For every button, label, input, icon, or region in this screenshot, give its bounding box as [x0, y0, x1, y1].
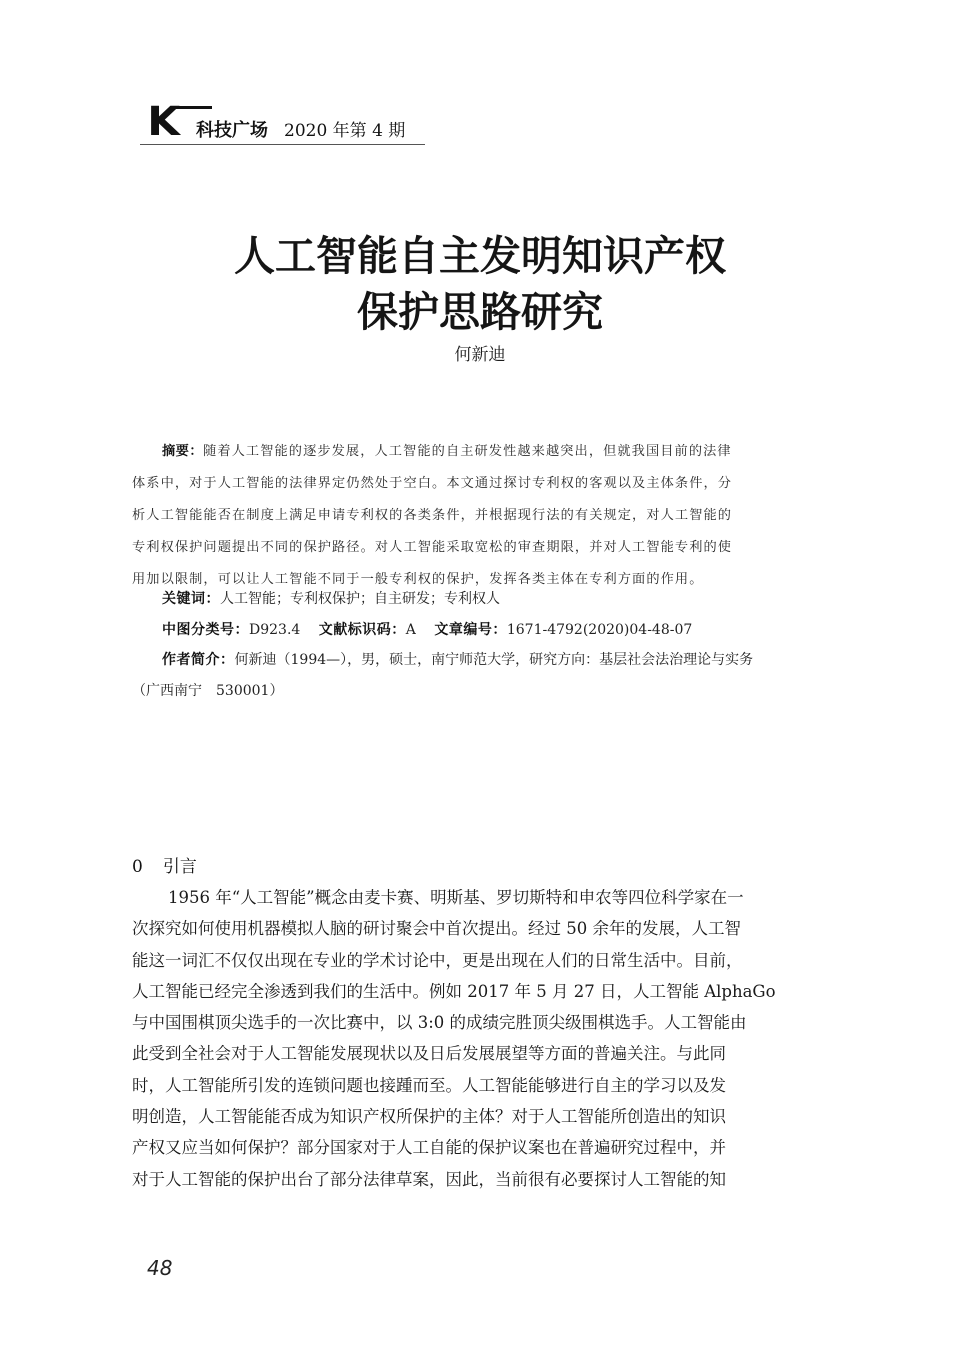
abstract-line: 用加以限制，可以让人工智能不同于一般专利权的保护，发挥各类主体在专利方面的作用。: [132, 572, 704, 587]
logo-bar: [176, 106, 212, 109]
page-number: 48: [147, 1256, 173, 1280]
journal-header: [140, 100, 425, 145]
article-number-label: 文章编号：: [434, 622, 507, 638]
body-line: 与中国围棋顶尖选手的一次比赛中，以 3:0 的成绩完胜顶尖级围棋选手。人工智能由: [132, 1013, 747, 1033]
abstract-line: 摘要：随着人工智能的逐步发展，人工智能的自主研发性越来越突出，但就我国目前的法律: [162, 444, 732, 459]
body-line: 人工智能已经完全渗透到我们的生活中。例如 2017 年 5 月 27 日，人工智能 AlphaGo: [132, 981, 776, 1001]
body-line: 能这一词汇不仅仅出现在专业的学术讨论中，更是出现在人们的日常生活中。目前，: [132, 950, 743, 970]
journal-name: 科技广场: [196, 120, 268, 141]
journal-logo: K: [147, 99, 180, 145]
body-line: 时，人工智能所引发的连锁问题也接踵而至。人工智能能够进行自主的学习以及发: [132, 1075, 726, 1095]
keywords-value: 人工智能；专利权保护；自主研发；专利权人: [220, 591, 500, 607]
title-line-2: 保护思路研究: [357, 288, 603, 336]
article-title: [160, 228, 800, 340]
author-bio-label: 作者简介：: [162, 652, 235, 668]
abstract-line: 析人工智能能否在制度上满足申请专利权的各类条件，并根据现行法的有关规定，对人工智能的: [132, 508, 733, 523]
body-line: 产权又应当如何保护？部分国家对于人工自能的保护议案也在普遍研究过程中，并: [132, 1138, 726, 1158]
body-line: 对于人工智能的保护出台了部分法律草案，因此，当前很有必要探讨人工智能的知: [132, 1169, 726, 1189]
classification-row: [162, 619, 862, 639]
clc-label: 中图分类号：: [162, 622, 249, 638]
body-line: 1956 年“人工智能”概念由麦卡赛、明斯基、罗切斯特和申农等四位科学家在一: [168, 888, 744, 907]
doc-code-label: 文献标识码：: [318, 622, 406, 638]
body-line: 此受到全社会对于人工智能发展现状以及日后发展展望等方面的普遍关注。与此同: [132, 1044, 726, 1064]
author-bio: [162, 649, 862, 669]
abstract-line: 体系中，对于人工智能的法律界定仍然处于空白。本文通过探讨专利权的客观以及主体条件，分: [132, 476, 733, 491]
abstract-label: 摘要：: [162, 444, 204, 459]
section-title: 引言: [162, 857, 197, 877]
doc-code-value: A: [405, 622, 416, 638]
keywords: [162, 588, 862, 608]
body-text: [132, 882, 852, 1195]
abstract-line: 专利权保护问题提出不同的保护路径。对人工智能采取宽松的审查期限，并对人工智能专利的使: [132, 540, 733, 555]
clc-value: D923.4: [249, 622, 301, 638]
keywords-label: 关键词：: [162, 591, 220, 607]
issue-label: 2020 年第 4 期: [284, 121, 406, 141]
section-number: 0: [132, 857, 143, 877]
author-name: 何新迪: [454, 345, 506, 365]
section-heading: [132, 852, 197, 877]
article-number-value: 1671-4792(2020)04-48-07: [506, 622, 693, 638]
body-line: 次探究如何使用机器模拟人脑的研讨聚会中首次提出。经过 50 余年的发展，人工智: [132, 919, 741, 939]
author-bio-value: 何新迪（1994—），男，硕士，南宁师范大学，研究方向：基层社会法治理论与实务: [234, 652, 754, 668]
author-contact: （广西南宁 530001）: [132, 683, 284, 699]
body-line: 明创造，人工智能能否成为知识产权所保护的主体？对于人工智能所创造出的知识: [132, 1107, 726, 1127]
abstract: [132, 436, 852, 596]
title-line-1: 人工智能自主发明知识产权: [234, 232, 726, 280]
